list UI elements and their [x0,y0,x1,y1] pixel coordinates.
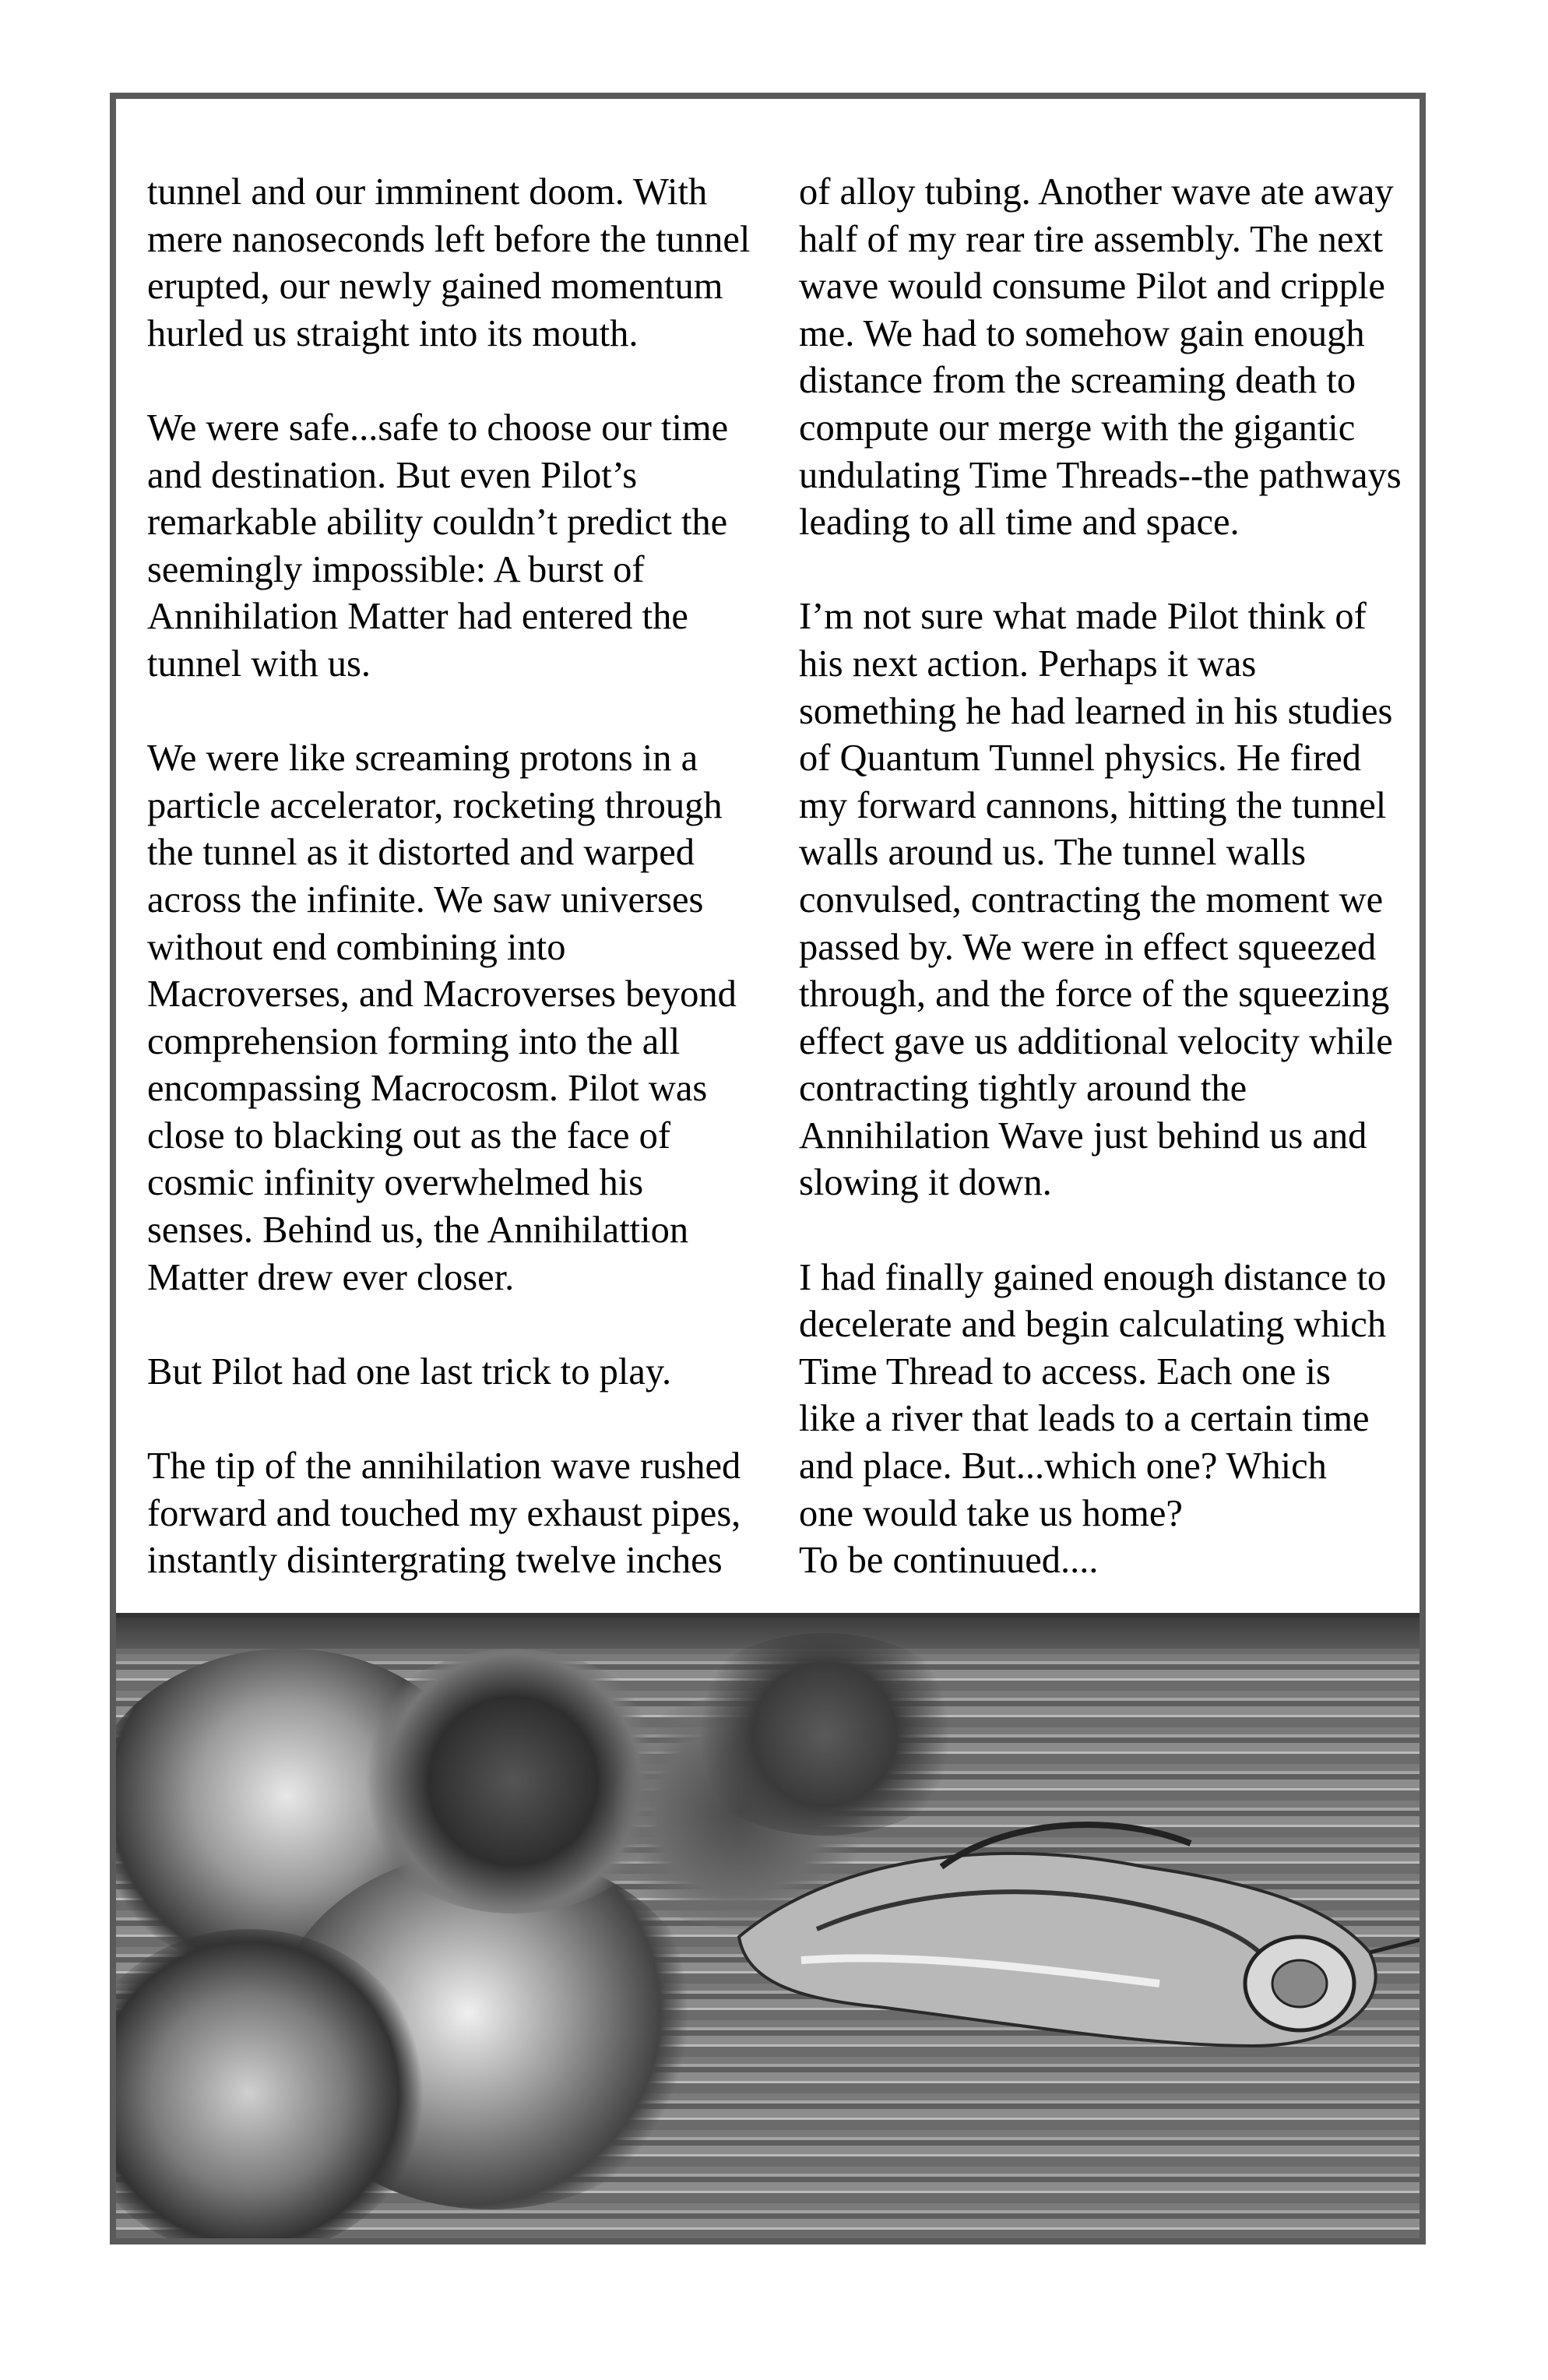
text-line: one would take us home? [799,1492,1183,1534]
text-line: forward and touched my exhaust pipes, [147,1492,741,1534]
text-line: cosmic infinity overwhelmed his [147,1162,644,1204]
text-line: But Pilot had one last trick to play. [147,1350,672,1392]
text-line: remarkable ability couldn’t predict the [147,502,728,544]
paragraph [147,405,755,688]
text-line: Annihilation Wave just behind us and [799,1114,1367,1157]
text-line: through, and the force of the squeezing [799,973,1390,1016]
text-line: leading to all time and space. [799,502,1240,544]
text-line: compute our merge with the gigantic [799,407,1356,449]
text-line: seemingly impossible: A burst of [147,548,645,590]
paragraph [799,1255,1406,1538]
text-line: the tunnel as it distorted and warped [147,832,695,874]
text-line: decelerate and begin calculating which [799,1304,1387,1346]
text-line: something he had learned in his studies [799,690,1393,732]
text-line: Matter drew ever closer. [147,1256,515,1298]
illustration-annihilation-wave-and-vehicle [116,1613,1420,2238]
paragraph [799,169,1406,547]
text-line: contracting tightly around the [799,1068,1247,1110]
text-line: my forward cannons, hitting the tunnel [799,784,1387,826]
paragraph [147,1349,755,1396]
text-line: particle accelerator, rocketing through [147,784,723,826]
text-line: half of my rear tire assembly. The next [799,218,1384,260]
paragraph [147,169,755,357]
time-vehicle-illustration [708,1750,1420,2171]
paragraph [799,593,1406,1207]
text-line: convulsed, contracting the moment we [799,878,1384,921]
text-line: instantly disintergrating twelve inches [147,1540,723,1582]
text-line: slowing it down. [799,1162,1052,1204]
text-line: The tip of the annihilation wave rushed [147,1445,741,1488]
text-line: passed by. We were in effect squeezed [799,926,1377,968]
text-line: We were like screaming protons in a [147,738,698,780]
text-line: I’m not sure what made Pilot think of [799,596,1367,638]
text-line: We were safe...safe to choose our time [147,407,729,449]
text-line: of Quantum Tunnel physics. He fired [799,738,1362,780]
text-line: tunnel and our imminent doom. With [147,171,708,213]
text-line: and destination. But even Pilot’s [147,454,638,496]
text-line: and place. But...which one? Which [799,1445,1327,1488]
paragraph [799,1537,1406,1585]
text-line: senses. Behind us, the Annihilattion [147,1209,689,1252]
text-line: encompassing Macrocosm. Pilot was [147,1068,708,1110]
text-column-left [147,169,755,1632]
text-line: me. We had to somehow gain enough [799,312,1365,354]
text-line: hurled us straight into its mouth. [147,312,639,354]
text-line: wave would consume Pilot and cripple [799,266,1385,308]
text-line: close to blacking out as the face of [147,1114,671,1157]
text-line: Annihilation Matter had entered the [147,596,688,638]
text-line: I had finally gained enough distance to [799,1256,1387,1298]
text-line: effect gave us additional velocity while [799,1020,1393,1062]
text-line: his next action. Perhaps it was [799,643,1257,685]
paragraph [147,735,755,1301]
text-line: erupted, our newly gained momentum [147,266,723,308]
paragraph [147,1443,755,1585]
text-column-right [799,169,1406,1632]
text-line: walls around us. The tunnel walls [799,832,1307,874]
text-line: Macroverses, and Macroverses beyond [147,973,737,1016]
text-line: Time Thread to access. Each one is [799,1350,1331,1392]
text-line: mere nanoseconds left before the tunnel [147,218,751,260]
text-line: across the infinite. We saw universes [147,878,704,921]
text-line: tunnel with us. [147,643,371,685]
text-line: like a river that leads to a certain time [799,1398,1370,1440]
text-line: undulating Time Threads--the pathways [799,454,1402,496]
text-line: distance from the screaming death to [799,360,1356,402]
text-line: comprehension forming into the all [147,1020,681,1062]
text-line: To be continuued.... [799,1540,1099,1582]
text-line: of alloy tubing. Another wave ate away [799,171,1394,213]
text-line: without end combining into [147,926,566,968]
page-frame [110,93,1426,2244]
